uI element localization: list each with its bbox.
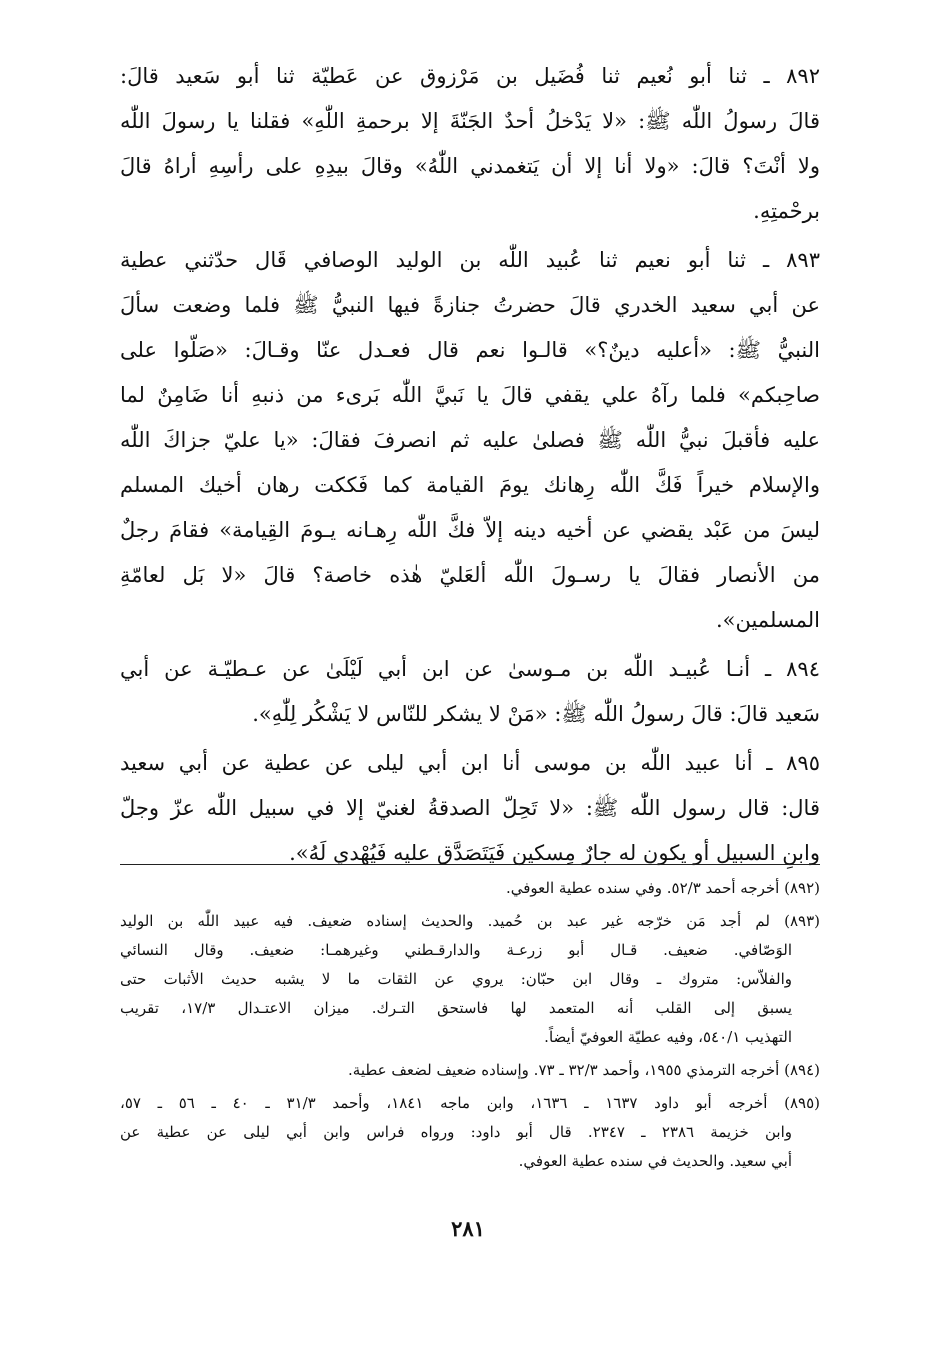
text-line: سَعيد قالَ: قالَ رسولُ اللّٰه ﷺ: «مَنْ لا يشكر للنّاس لا يَشْكُر لِلّٰهِ».: [252, 702, 820, 726]
footnote-line: والفلاّس: متروك ـ وقال ابن حبّان: يروي عن الثقات ما لا يشبه حديث الأثبات حتى: [120, 970, 792, 988]
text-line: صاحِبكم» فلما رآهُ علي يقفي قالَ يا نَبيَّ اللّٰه بَرىء من ذنبهِ أنا ضَامِنٌ لما: [120, 383, 820, 407]
footnote-892: [120, 874, 820, 903]
text-line: ٨٩٤ ـ أنـا عُبيـد اللّٰه بن مـوسىٰ عن ابن أبي لَيْلَىٰ عن عـطيّـة عن أبي: [120, 657, 820, 681]
text-line: قالَ رسولُ اللّٰه ﷺ: «لا يَدْخلُ أحدٌ الجَنّةَ إلا برحمةِ اللّٰهِ» فقلنا يا رسولَ اللّٰه: [120, 109, 820, 133]
footnote-line: (٨٩٥) أخرجه أبو داود ١٦٣٧ ـ ١٦٣٦، وابن ماجه ١٨٤١، وأحمد ٣١/٣ ـ ٤٠ ـ ٥٦ ـ ٥٧،: [120, 1094, 820, 1112]
footnote-line: يسبق إلى القلب أنه المتعمد لها فاستحق التـرك. ميزان الاعتـدال ١٧/٣، تقريب: [120, 999, 792, 1017]
footnotes: [120, 874, 820, 1180]
text-line: المسلمين».: [715, 608, 820, 632]
text-line: عليه فأقبلَ نبيُّ اللّٰه ﷺ فصلىٰ عليه ثم انصرفَ فقالَ: «يا عليّ جزاكَ اللّٰه: [120, 428, 820, 452]
footnote-line: الوَصّافي. ضعيف. قـال أبو زرعـة والدارقـطني وغيرهمـا: ضعيف. وقال النسائي: [120, 941, 792, 959]
footnote-line: وابن خزيمة ٢٣٨٦ ـ ٢٣٤٧. قال أبو داود: ورواه فراس وابن أبي ليلى عن عطية عن: [120, 1123, 792, 1141]
footnote-divider: [120, 864, 820, 865]
footnote-line: أبي سعيد. والحديث في سنده عطية العوفي.: [518, 1152, 792, 1170]
text-line: ٨٩٣ ـ ثنا أبو نعيم ثنا عُبيد اللّٰه بن الوليد الوصافي قَال حدّثني عطية: [120, 248, 820, 272]
footnote-line: (٨٩٤) أخرجه الترمذي ١٩٥٥، وأحمد ٣٢/٣ ـ ٧٣. وإسناده ضعيف لضعف عطية.: [348, 1061, 820, 1079]
text-line: والإسلام خيراً فَكَّ اللّٰه رِهانك يومَ القيامة كما فَككت رهان أخيك المسلم: [120, 473, 820, 497]
footnote-895: [120, 1089, 820, 1176]
footnote-line: (٨٩٢) أخرجه أحمد ٥٢/٣. وفي سنده عطية العوفي.: [505, 879, 820, 897]
hadith-892: [120, 54, 820, 234]
text-line: ٨٩٥ ـ أنا عبيد اللّٰه بن موسى أنا ابن أبي ليلى عن عطية عن أبي سعيد: [120, 751, 820, 775]
footnote-893: [120, 907, 820, 1052]
text-line: برحْمتِهِ.: [753, 199, 820, 223]
text-line: ليسَ من عَبْد يقضي عن أخيه دينه إلاّ فكَّ اللّٰه رِهـانه يـومَ القِيامة» فقامَ رجلٌ: [120, 518, 820, 542]
page-number: ٢٨١: [451, 1216, 485, 1241]
footnote-894: [120, 1056, 820, 1085]
hadith-894: [120, 647, 820, 737]
text-line: عن أبي سعيد الخدري قالَ حضرتُ جنازةً فيها النبيُّ ﷺ فلما وضعت سألَ: [120, 293, 820, 317]
text-line: من الأنصار فقالَ يا رسـولَ اللّٰه ألعَليّ هٰذه خاصة؟ قالَ «لا بَل لعامّةِ: [120, 563, 820, 587]
text-line: ولا أنْتَ؟ قالَ: «ولا أنا إلا أن يَتغمدني اللّٰهُ» وقالَ بيدِهِ على رأسِهِ أراهُ قالَ: [120, 154, 820, 178]
hadith-893: [120, 238, 820, 643]
text-line: وابنِ السبيل أو يكون له جارٌ مِسكين فَيَتَصَدَّق عليه فَيُهْدي لَهُ».: [289, 841, 820, 865]
text-line: النبيُّ ﷺ: «أعليه دينٌ؟» قالـوا نعم قال فعـدل عنّا وقـالَ: «صَلّوا على: [120, 338, 820, 362]
text-line: قال: قال رسول اللّٰه ﷺ: «لا تَحِلّ الصدقةُ لغنيّ إلا في سبيل اللّٰه عزّ وجلّ: [120, 796, 820, 820]
text-line: ٨٩٢ ـ ثنا أبو نُعيم ثنا فُضَيل بن مَرْزوق عن عَطيّة ثنا أبو سَعيد قالَ:: [120, 64, 820, 88]
main-text: [120, 54, 820, 878]
hadith-895: [120, 741, 820, 876]
footnote-line: التهذيب ٥٤٠/١، وفيه عطيّة العوفيّ أيضاً.: [544, 1028, 792, 1046]
footnote-line: (٨٩٣) لم أجد مَن خرّجه غير عبد بن حُميد. والحديث إسناده ضعيف. فيه عبيد اللّٰه بن الوليد: [120, 912, 820, 930]
